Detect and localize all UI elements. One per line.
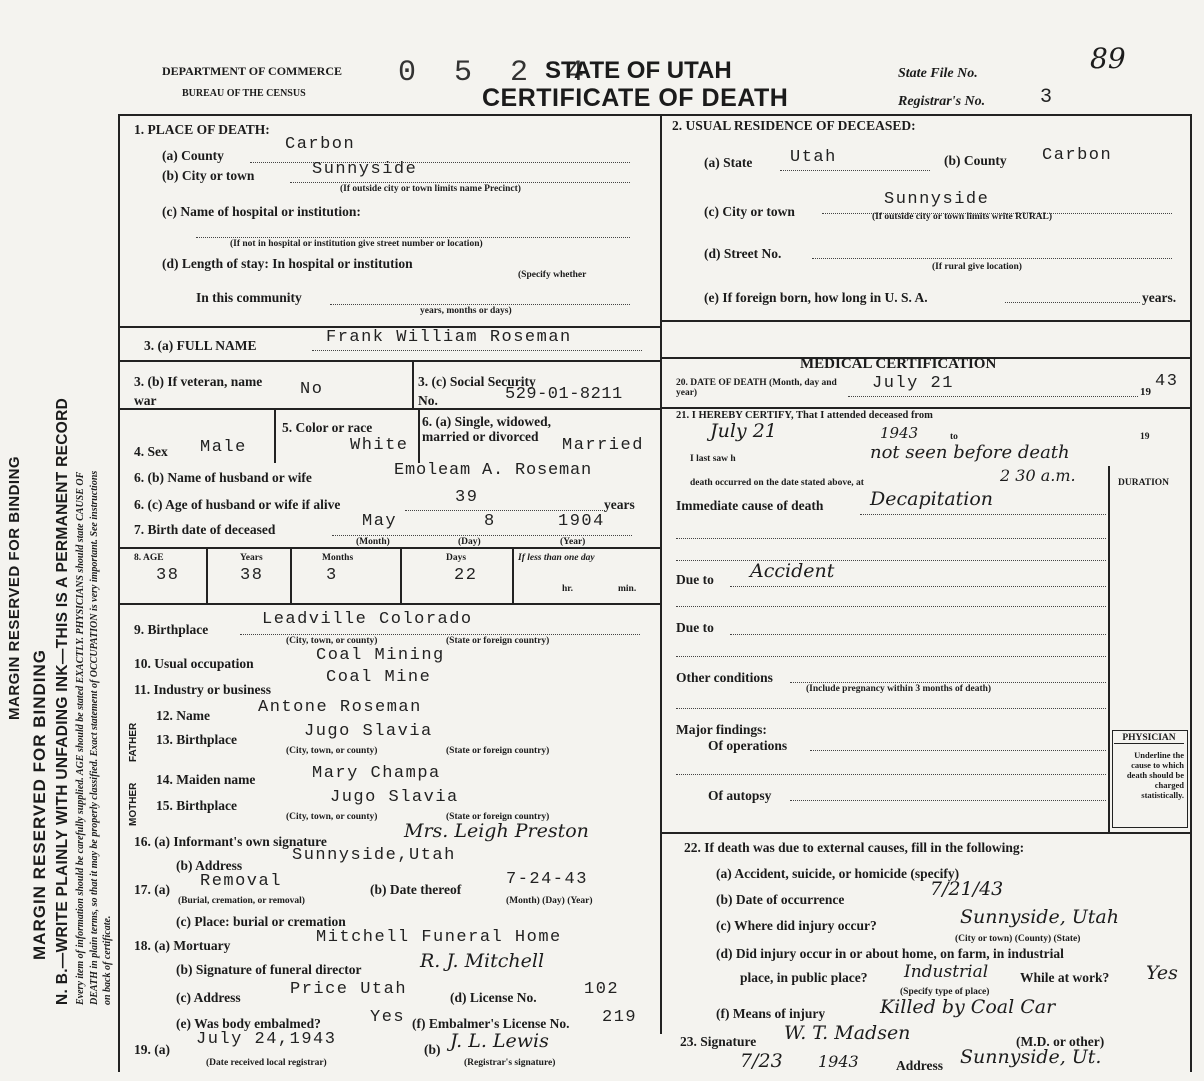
father-bp: Jugo Slavia [304,722,433,741]
registrar-sig-label: (b) [424,1042,441,1057]
removal-label: 17. (a) [134,882,170,897]
residence-foreign-label: (e) If foreign born, how long in U. S. A. [704,290,928,305]
removal-date: 7-24-43 [506,870,588,889]
mortuary-address: Price Utah [290,980,408,999]
age-days-label: Days [446,553,467,563]
spouse: Emoleam A. Roseman [394,461,593,480]
duration-line [1108,466,1110,832]
license-label: (d) License No. [450,990,537,1005]
removal: Removal [200,872,282,891]
residence-state: Utah [790,148,837,167]
attended-to-year: 19 [1140,432,1150,442]
removal-date-label: (b) Date thereof [370,882,462,897]
residence-city: Sunnyside [884,190,990,209]
attended-from: July 21 [710,420,777,442]
death-date-label: 20. DATE OF DEATH (Month, day and year) [676,378,837,398]
operations-label: Of operations [708,738,788,753]
divider-22 [660,832,1191,834]
father-bp-note-1: (City, town, or county) [286,746,378,756]
physician-signature: W. T. Madsen [784,1022,911,1044]
occupation: Coal Mining [316,646,445,665]
residence-county: Carbon [1042,146,1113,165]
mother-bp: Jugo Slavia [330,788,459,807]
director-label: (b) Signature of funeral director [176,962,362,977]
removal-date-note: (Month) (Day) (Year) [506,896,593,906]
attended-to: to [950,432,958,442]
place-community-note: years, months or days) [420,306,512,316]
residence-city-note: (If outside city or town limits write RURAL) [872,212,1053,222]
veteran: No [300,380,324,399]
embalmed: Yes [370,1008,406,1027]
registrar-label: Registrar's No. [898,94,986,109]
age-a: 38 [156,566,180,585]
frame-left [118,114,120,1072]
mother-bp-label: 15. Birthplace [156,798,237,813]
received-note: (Date received local registrar) [206,1058,327,1068]
birth-month: May [362,512,398,531]
informant-signature: Mrs. Leigh Preston [404,820,589,842]
residence-foreign-suffix: years. [1142,290,1177,305]
informant-sig-label: 16. (a) Informant's own signature [134,834,327,849]
residence-city-label: (c) City or town [704,204,795,219]
major-label: Major findings: [676,722,767,737]
age-years: 38 [240,566,264,585]
occurrence: 7/21/43 [930,878,1004,900]
occupation-label: 10. Usual occupation [134,656,254,671]
signature-suffix: (M.D. or other) [1016,1034,1105,1049]
signature-address: Sunnyside, Ut. [960,1046,1102,1068]
where-note: (City or town) (County) (State) [955,934,1081,944]
director-signature: R. J. Mitchell [420,950,545,972]
attended-year: 1943 [880,424,919,442]
other-note: (Include pregnancy within 3 months of death) [806,684,992,694]
place-stay-label: (d) Length of stay: In hospital or institution [162,256,413,271]
death-year-prefix: 19 [1140,386,1151,398]
informant-address: Sunnyside,Utah [292,846,456,865]
place-city-note: (If outside city or town limits name Precinct) [340,184,521,194]
mortuary-label: 18. (a) Mortuary [134,938,231,953]
received-date: July 24,1943 [196,1030,337,1049]
father-bp-note-2: (State or foreign country) [446,746,550,756]
birth-note-day: (Day) [458,537,481,547]
bureau: BUREAU OF THE CENSUS [182,88,306,99]
frame-top [118,114,1192,116]
age-hr: hr. [562,584,574,594]
means: Killed by Coal Car [880,996,1056,1018]
mother-side-label: MOTHER [128,782,139,826]
place-hospital-note: (If not in hospital or institution give street number or location) [230,239,483,249]
margin-instructions-3: on back of certificate. [102,915,113,1005]
margin-instructions-1: Every item of information should be carefully supplied. AGE should be stated EXACTLY. PHYSICIANS should state CAUSE OF [75,471,86,1005]
margin-write-plainly: N. B.—WRITE PLAINLY WITH UNFADING INK—THIS IS A PERMANENT RECORD [54,397,71,1005]
license: 102 [584,980,620,999]
birthplace-note-2: (State or foreign country) [446,636,550,646]
divider-9 [118,603,661,605]
marital-label: 6. (a) Single, widowed, married or divorced [422,414,552,444]
emb-license: 219 [602,1008,638,1027]
mother-bp-note-1: (City, town, or county) [286,812,378,822]
spouse-label: 6. (b) Name of husband or wife [134,470,312,485]
divider-row3-right [660,320,1191,322]
age-min: min. [618,584,637,594]
last-saw: not seen before death [870,442,1070,463]
state-file-label: State File No. [898,66,978,81]
immediate-cause: Decapitation [870,488,994,510]
certificate-title: CERTIFICATE OF DEATH [482,84,789,112]
death-date: July 21 [872,374,954,393]
emb-license-label: (f) Embalmer's License No. [412,1016,570,1031]
spouse-age: 39 [455,488,479,507]
name-label: 3. (a) FULL NAME [144,338,257,353]
last-saw-label: I last saw h [690,454,736,464]
veteran-label: 3. (b) If veteran, name war [134,374,263,408]
age-days: 22 [454,566,478,585]
mother-name: Mary Champa [312,764,441,783]
residence-county-label: (b) County [944,153,1007,168]
margin-instructions-2: DEATH in plain terms, so that it may be properly classified. Exact statement of OCCUPATION is very important. See instructions [89,470,100,1005]
industry: Coal Mine [326,668,432,687]
death-year: 43 [1155,372,1179,391]
work-label: While at work? [1020,970,1110,985]
place-hospital-label: (c) Name of hospital or institution: [162,204,361,219]
external-label: 22. If death was due to external causes, fill in the following: [684,840,1025,855]
accident-label: (a) Accident, suicide, or homicide (specify) [716,866,960,881]
registrar-sig-note: (Registrar's signature) [464,1058,556,1068]
where-label: (c) Where did injury occur? [716,918,877,933]
registrar-value: 3 [1040,86,1054,109]
received-label: 19. (a) [134,1042,170,1057]
birthplace: Leadville Colorado [262,610,473,629]
birth-note-year: (Year) [560,537,586,547]
signature-address-label: Address [896,1058,944,1073]
work: Yes [1146,962,1178,984]
home-label: (d) Did injury occur in or about home, on farm, in industrial [716,946,1064,961]
state-file-value: 89 [1090,42,1126,75]
department: DEPARTMENT OF COMMERCE [162,64,343,78]
birth-date-label: 7. Birth date of deceased [134,522,276,537]
birth-note-month: (Month) [356,537,390,547]
where: Sunnyside, Utah [960,906,1119,928]
father-name: Antone Roseman [258,698,422,717]
certify-label: 21. I HEREBY CERTIFY, That I attended deceased from [676,410,933,421]
place-county: Carbon [285,135,356,154]
state-title: STATE OF UTAH [545,57,732,84]
father-bp-label: 13. Birthplace [156,732,237,747]
margin-binding: MARGIN RESERVED FOR BINDING [30,649,49,960]
occurrence-label: (b) Date of occurrence [716,892,845,907]
signature-year: 1943 [818,1052,859,1071]
due1: Accident [750,560,835,582]
birthplace-note-1: (City, town, or county) [286,636,378,646]
mother-name-label: 14. Maiden name [156,772,256,787]
mother-bp-note-2: (State or foreign country) [446,812,550,822]
occurred-time: 2 30 a.m. [1000,466,1076,485]
mortuary: Mitchell Funeral Home [316,928,562,947]
place-heading: 1. PLACE OF DEATH: [134,122,270,137]
removal-note: (Burial, cremation, or removal) [178,896,305,906]
duration-label: DURATION [1118,478,1170,488]
stamp-number: 0 5 2 4 [398,56,595,90]
embalmed-label: (e) Was body embalmed? [176,1016,321,1031]
birth-year: 1904 [558,512,605,531]
divider-3b [118,360,661,362]
residence-street-label: (d) Street No. [704,246,782,261]
father-side-label: FATHER [128,722,139,762]
divider-21 [660,407,1191,409]
spouse-age-label: 6. (c) Age of husband or wife if alive [134,497,341,512]
ss-label: 3. (c) Social Security No. [418,374,536,408]
place-stay-note: (Specify whether [518,270,587,280]
registrar-signature: J. L. Lewis [450,1030,549,1052]
divider-8 [118,547,661,549]
age-label: 8. AGE [134,553,164,563]
father-name-label: 12. Name [156,708,210,723]
color: White [350,436,409,455]
place-city-label: (b) City or town [162,168,255,183]
sex: Male [200,438,247,457]
frame-right [1190,114,1192,1072]
marital: Married [562,436,644,455]
place-city: Sunnyside [312,160,418,179]
autopsy-label: Of autopsy [708,788,772,803]
color-label: 5. Color or race [282,420,373,435]
place-county-label: (a) County [162,148,224,163]
home: Industrial [904,962,989,982]
signature-label: 23. Signature [680,1034,757,1049]
medical-heading: MEDICAL CERTIFICATION [800,356,997,372]
due2-label: Due to [676,620,714,635]
age-months-label: Months [322,553,354,563]
occurred-label: death occurred on the date stated above, at [690,478,864,488]
home-label-2: place, in public place? [740,970,868,985]
frame-middle [660,114,662,1034]
physician-box-note: Underline the cause to which death should be charged statistically. [1126,750,1184,800]
home-note: (Specify type of place) [900,987,990,997]
due1-label: Due to [676,572,714,587]
birthplace-label: 9. Birthplace [134,622,209,637]
sex-label: 4. Sex [134,444,168,459]
immediate-label: Immediate cause of death [676,498,824,513]
means-label: (f) Means of injury [716,1006,826,1021]
informant-address-label: (b) Address [176,858,243,873]
physician-box-title: PHYSICIAN [1114,733,1184,744]
mortuary-address-label: (c) Address [176,990,241,1005]
other-label: Other conditions [676,670,773,685]
burial-place-label: (c) Place: burial or cremation [176,914,346,929]
place-community-label: In this community [196,290,302,305]
ss-number: 529-01-8211 [505,385,623,404]
spouse-age-suffix: years [604,497,635,512]
age-years-label: Years [240,553,263,563]
margin-binding-top: MARGIN RESERVED FOR BINDING [6,455,23,720]
signature-date: 7/23 [740,1050,783,1072]
residence-street-note: (If rural give location) [932,262,1022,272]
industry-label: 11. Industry or business [134,682,272,697]
residence-heading: 2. USUAL RESIDENCE OF DECEASED: [672,118,916,133]
residence-state-label: (a) State [704,155,753,170]
birth-day: 8 [484,512,496,531]
full-name: Frank William Roseman [326,328,572,347]
age-less-label: If less than one day [518,553,595,563]
age-months: 3 [326,566,338,585]
